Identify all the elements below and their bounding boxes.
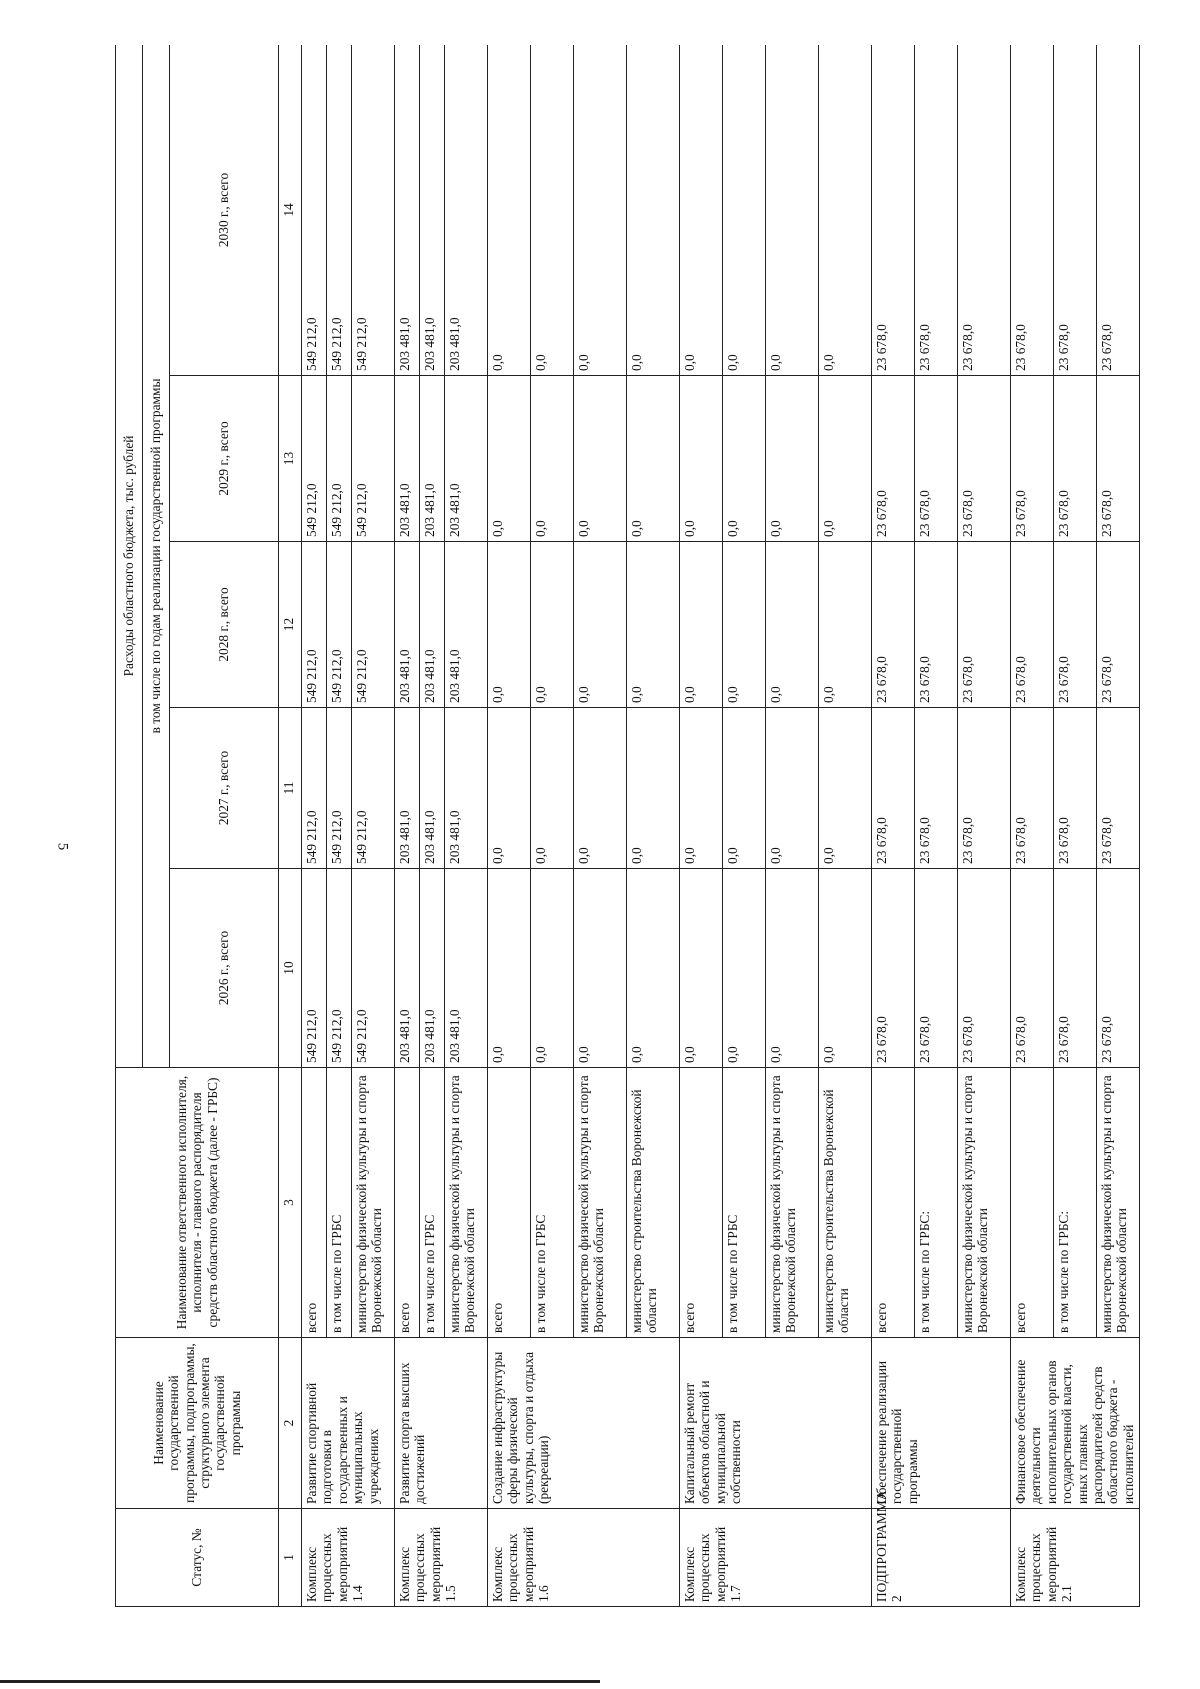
program-name-cell: Капитальный ремонт объектов областной и муниципальной собственности xyxy=(680,1338,872,1509)
value-cell: 23 678,0 xyxy=(958,376,1011,542)
value-cell: 0,0 xyxy=(680,542,723,708)
executor-cell: в том числе по ГРБС xyxy=(327,1068,352,1338)
executor-cell: всего xyxy=(680,1068,723,1338)
value-cell: 23 678,0 xyxy=(958,869,1011,1068)
value-cell: 549 212,0 xyxy=(302,869,327,1068)
value-cell: 0,0 xyxy=(531,542,574,708)
value-cell: 0,0 xyxy=(627,376,680,542)
executor-cell: министерство физической культуры и спорта Воронежской области xyxy=(958,1068,1011,1338)
value-cell: 203 481,0 xyxy=(420,45,445,376)
value-cell: 23 678,0 xyxy=(872,708,915,869)
value-cell: 23 678,0 xyxy=(958,45,1011,376)
value-cell: 0,0 xyxy=(531,869,574,1068)
value-cell: 23 678,0 xyxy=(872,869,915,1068)
value-cell: 0,0 xyxy=(819,376,872,542)
value-cell: 0,0 xyxy=(680,708,723,869)
column-number: 3 xyxy=(279,1068,302,1338)
scan-edge-line xyxy=(0,1680,600,1683)
value-cell: 23 678,0 xyxy=(1011,542,1054,708)
value-cell: 549 212,0 xyxy=(352,869,395,1068)
program-name-cell: Обеспечение реализации государственной программы xyxy=(872,1338,1011,1509)
executor-cell: всего xyxy=(1011,1068,1054,1338)
value-cell: 549 212,0 xyxy=(327,869,352,1068)
program-name-cell: Развитие спорта высших достижений xyxy=(395,1338,488,1509)
table-row xyxy=(680,45,723,1607)
executor-cell: в том числе по ГРБС xyxy=(420,1068,445,1338)
value-cell: 203 481,0 xyxy=(395,708,420,869)
year-header: 2028 г., всего xyxy=(170,542,279,708)
executor-cell: министерство строительства Воронежской области xyxy=(627,1068,680,1338)
value-cell: 0,0 xyxy=(627,542,680,708)
status-cell: Комплекс процессных мероприятий 1.4 xyxy=(302,1509,395,1607)
value-cell: 0,0 xyxy=(766,45,819,376)
value-cell: 0,0 xyxy=(819,45,872,376)
program-name-cell: Финансовое обеспечение деятельности исполнительных органов государственной власти, иных главных распорядителей средств областного бюджета - исполнителей xyxy=(1011,1338,1140,1509)
table-row xyxy=(395,45,420,1607)
value-cell: 0,0 xyxy=(723,376,766,542)
value-cell: 0,0 xyxy=(488,542,531,708)
executor-cell: в том числе по ГРБС: xyxy=(1054,1068,1097,1338)
column-number: 14 xyxy=(279,45,302,376)
value-cell: 0,0 xyxy=(680,45,723,376)
value-cell: 203 481,0 xyxy=(420,708,445,869)
value-cell: 23 678,0 xyxy=(958,708,1011,869)
value-cell: 23 678,0 xyxy=(1097,376,1140,542)
value-cell: 0,0 xyxy=(531,376,574,542)
value-cell: 0,0 xyxy=(531,708,574,869)
value-cell: 203 481,0 xyxy=(445,708,488,869)
value-cell: 0,0 xyxy=(574,869,627,1068)
rotated-table-container xyxy=(115,45,1200,1607)
value-cell: 23 678,0 xyxy=(1054,376,1097,542)
column-number: 10 xyxy=(279,869,302,1068)
page-number: 5 xyxy=(54,842,71,851)
executor-cell: министерство физической культуры и спорта Воронежской области xyxy=(766,1068,819,1338)
value-cell: 23 678,0 xyxy=(1097,45,1140,376)
value-cell: 0,0 xyxy=(766,376,819,542)
value-cell: 23 678,0 xyxy=(915,542,958,708)
value-cell: 549 212,0 xyxy=(327,542,352,708)
program-name-cell: Создание инфраструктуры сферы физической культуры, спорта и отдыха (рекреации) xyxy=(488,1338,680,1509)
column-number: 13 xyxy=(279,376,302,542)
value-cell: 23 678,0 xyxy=(915,869,958,1068)
program-name-cell: Развитие спортивной подготовки в государственных и муниципальных учреждениях xyxy=(302,1338,395,1509)
year-header: 2027 г., всего xyxy=(170,708,279,869)
executor-cell: министерство физической культуры и спорта Воронежской области xyxy=(445,1068,488,1338)
executor-cell: в том числе по ГРБС xyxy=(723,1068,766,1338)
column-number: 11 xyxy=(279,708,302,869)
value-cell: 549 212,0 xyxy=(352,542,395,708)
value-cell: 203 481,0 xyxy=(420,542,445,708)
program-name-header: Наименование государственной программы, подпрограммы, структурного элемента государственной программы xyxy=(116,1338,279,1509)
value-cell: 23 678,0 xyxy=(1011,869,1054,1068)
value-cell: 0,0 xyxy=(574,45,627,376)
table-row xyxy=(1011,45,1054,1607)
value-cell: 23 678,0 xyxy=(1097,708,1140,869)
value-cell: 203 481,0 xyxy=(395,45,420,376)
value-cell: 0,0 xyxy=(627,708,680,869)
value-cell: 0,0 xyxy=(488,869,531,1068)
value-cell: 0,0 xyxy=(488,708,531,869)
value-cell: 203 481,0 xyxy=(420,376,445,542)
status-header: Статус, № xyxy=(116,1509,279,1607)
value-cell: 0,0 xyxy=(488,45,531,376)
status-cell: Комплекс процессных мероприятий 1.5 xyxy=(395,1509,488,1607)
value-cell: 0,0 xyxy=(723,542,766,708)
value-cell: 23 678,0 xyxy=(1011,708,1054,869)
value-cell: 23 678,0 xyxy=(915,45,958,376)
header-row-1 xyxy=(116,45,143,1607)
column-number: 12 xyxy=(279,542,302,708)
rotated-page-content xyxy=(115,45,1200,1607)
value-cell: 549 212,0 xyxy=(302,376,327,542)
value-cell: 23 678,0 xyxy=(915,376,958,542)
expenses-header: Расходы областного бюджета, тыс. рублей xyxy=(116,45,143,1068)
value-cell: 203 481,0 xyxy=(395,376,420,542)
value-cell: 203 481,0 xyxy=(445,45,488,376)
value-cell: 23 678,0 xyxy=(872,542,915,708)
value-cell: 23 678,0 xyxy=(1054,45,1097,376)
value-cell: 0,0 xyxy=(723,869,766,1068)
executor-header: Наименование ответственного исполнителя, исполнителя - главного распорядителя средств областного бюджета (далее - ГРБС) xyxy=(116,1068,279,1338)
executor-cell: всего xyxy=(872,1068,915,1338)
value-cell: 549 212,0 xyxy=(327,376,352,542)
value-cell: 23 678,0 xyxy=(1054,542,1097,708)
executor-cell: всего xyxy=(488,1068,531,1338)
year-header: 2030 г., всего xyxy=(170,45,279,376)
column-number: 1 xyxy=(279,1509,302,1607)
value-cell: 203 481,0 xyxy=(445,376,488,542)
value-cell: 0,0 xyxy=(819,869,872,1068)
value-cell: 0,0 xyxy=(723,708,766,869)
value-cell: 549 212,0 xyxy=(327,708,352,869)
year-header: 2026 г., всего xyxy=(170,869,279,1068)
status-cell: Комплекс процессных мероприятий 1.7 xyxy=(680,1509,872,1607)
table-row xyxy=(488,45,531,1607)
value-cell: 23 678,0 xyxy=(915,708,958,869)
value-cell: 203 481,0 xyxy=(395,869,420,1068)
value-cell: 0,0 xyxy=(819,542,872,708)
value-cell: 549 212,0 xyxy=(302,542,327,708)
value-cell: 23 678,0 xyxy=(1011,45,1054,376)
value-cell: 0,0 xyxy=(627,869,680,1068)
executor-cell: в том числе по ГРБС xyxy=(531,1068,574,1338)
value-cell: 0,0 xyxy=(627,45,680,376)
value-cell: 0,0 xyxy=(574,542,627,708)
table-row xyxy=(302,45,327,1607)
value-cell: 23 678,0 xyxy=(1097,542,1140,708)
table-row xyxy=(872,45,915,1607)
value-cell: 23 678,0 xyxy=(958,542,1011,708)
value-cell: 23 678,0 xyxy=(872,45,915,376)
value-cell: 0,0 xyxy=(531,45,574,376)
value-cell: 23 678,0 xyxy=(872,376,915,542)
value-cell: 549 212,0 xyxy=(302,708,327,869)
executor-cell: в том числе по ГРБС: xyxy=(915,1068,958,1338)
value-cell: 203 481,0 xyxy=(395,542,420,708)
by-years-header: в том числе по годам реализации государственной программы xyxy=(143,45,170,1068)
status-cell: Комплекс процессных мероприятий 2.1 xyxy=(1011,1509,1140,1607)
value-cell: 23 678,0 xyxy=(1097,869,1140,1068)
value-cell: 0,0 xyxy=(574,376,627,542)
value-cell: 0,0 xyxy=(766,542,819,708)
value-cell: 0,0 xyxy=(819,708,872,869)
value-cell: 23 678,0 xyxy=(1054,869,1097,1068)
column-numbers-row xyxy=(279,45,302,1607)
value-cell: 549 212,0 xyxy=(352,708,395,869)
value-cell: 549 212,0 xyxy=(302,45,327,376)
value-cell: 549 212,0 xyxy=(327,45,352,376)
budget-table xyxy=(115,45,1140,1607)
value-cell: 203 481,0 xyxy=(420,869,445,1068)
executor-cell: министерство физической культуры и спорта Воронежской области xyxy=(574,1068,627,1338)
column-number: 2 xyxy=(279,1338,302,1509)
value-cell: 549 212,0 xyxy=(352,376,395,542)
value-cell: 0,0 xyxy=(766,869,819,1068)
value-cell: 0,0 xyxy=(488,376,531,542)
value-cell: 0,0 xyxy=(680,869,723,1068)
value-cell: 549 212,0 xyxy=(352,45,395,376)
value-cell: 0,0 xyxy=(680,376,723,542)
value-cell: 203 481,0 xyxy=(445,869,488,1068)
executor-cell: министерство строительства Воронежской области xyxy=(819,1068,872,1338)
value-cell: 23 678,0 xyxy=(1054,708,1097,869)
executor-cell: министерство физической культуры и спорта Воронежской области xyxy=(352,1068,395,1338)
executor-cell: министерство физической культуры и спорта Воронежской области xyxy=(1097,1068,1140,1338)
status-cell: ПОДПРОГРАММА 2 xyxy=(872,1509,1011,1607)
year-header: 2029 г., всего xyxy=(170,376,279,542)
executor-cell: всего xyxy=(395,1068,420,1338)
value-cell: 0,0 xyxy=(574,708,627,869)
value-cell: 0,0 xyxy=(723,45,766,376)
status-cell: Комплекс процессных мероприятий 1.6 xyxy=(488,1509,680,1607)
executor-cell: всего xyxy=(302,1068,327,1338)
value-cell: 203 481,0 xyxy=(445,542,488,708)
value-cell: 0,0 xyxy=(766,708,819,869)
value-cell: 23 678,0 xyxy=(1011,376,1054,542)
